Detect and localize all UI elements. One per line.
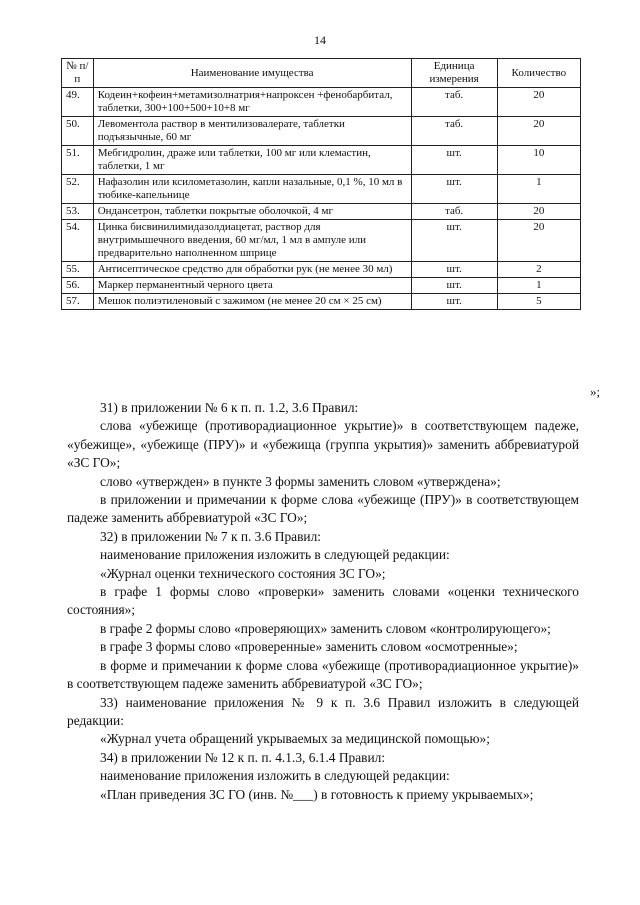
paragraph: «Журнал оценки технического состояния ЗС ГО»; [100,565,386,581]
row-quantity: 1 [497,175,580,204]
row-number: 57. [62,294,94,310]
row-number: 54. [62,220,94,262]
row-quantity: 20 [497,220,580,262]
row-quantity: 20 [497,117,580,146]
row-quantity: 20 [497,204,580,220]
table-row [62,88,581,117]
row-name: Левоментола раствор в ментилизовалерате, таблетки подъязычные, 60 мг [93,117,411,146]
row-name: Мебгидролин, драже или таблетки, 100 мг или клемастин, таблетки, 1 мг [93,146,411,175]
row-quantity: 1 [497,278,580,294]
header-num: № п/п [62,59,94,88]
row-number: 56. [62,278,94,294]
paragraph: слова «убежище (противорадиационное укрытие)» в соответствующем падеже, «убежище», «убежище (ПРУ)» и «убежища (группа укрытия)» заменить аббревиатурой «ЗС ГО»; [67,418,579,471]
header-qty: Количество [497,59,580,88]
header-name: Наименование имущества [93,59,411,88]
row-name: Маркер перманентный черного цвета [93,278,411,294]
row-unit: таб. [411,204,497,220]
row-unit: шт. [411,175,497,204]
paragraph: 31) в приложении № 6 к п. п. 1.2, 3.6 Правил: [100,400,359,415]
table-row [62,117,581,146]
row-unit: шт. [411,146,497,175]
table-row [62,220,581,262]
paragraph: в форме и примечании к форме слова «убежище (противорадиационное укрытие)» в соответствующем падеже заменить аббревиатурой «ЗС ГО»; [67,657,579,692]
row-name: Нафазолин или ксилометазолин, капли назальные, 0,1 %, 10 мл в тюбике-капельнице [93,175,411,204]
table-row [62,294,581,310]
paragraph: 33) наименование приложения № 9 к п. 3.6 Правил изложить в следующей редакции: [67,694,579,728]
page-number: 14 [314,33,326,47]
paragraph: наименование приложения изложить в следующей редакции: [100,547,450,563]
row-number: 49. [62,88,94,117]
paragraph: «Журнал учета обращений укрываемых за медицинской помощью»; [100,731,490,747]
paragraph: 32) в приложении № 7 к п. 3.6 Правил: [100,528,321,544]
paragraph: «План приведения ЗС ГО (инв. №___) в готовность к приему укрываемых»; [100,786,534,802]
row-name: Цинка бисвинилимидазолдиацетат, раствор для внутримышечного введения, 60 мг/мл, 1 мл в ампуле или предварительно наполненном шприце [93,220,411,262]
row-quantity: 10 [497,146,580,175]
row-name: Антисептическое средство для обработки рук (не менее 30 мл) [93,262,411,278]
table-row [62,262,581,278]
table-row [62,146,581,175]
row-unit: шт. [411,262,497,278]
row-unit: таб. [411,117,497,146]
header-unit: Единица измерения [411,59,497,88]
row-number: 53. [62,204,94,220]
paragraph: в графе 1 формы слово «проверки» заменить словами «оценки технического состояния»; [67,584,579,618]
table-body [62,88,581,310]
paragraph: 34) в приложении № 12 к п. п. 4.1.3, 6.1.4 Правил: [100,749,386,765]
table-row [62,204,581,220]
table-row [62,278,581,294]
row-name: Мешок полиэтиленовый с зажимом (не менее 20 см × 25 см) [93,294,411,310]
row-unit: шт. [411,220,497,262]
row-unit: таб. [411,88,497,117]
row-number: 52. [62,175,94,204]
row-unit: шт. [411,294,497,310]
paragraph: в графе 2 формы слово «проверяющих» заменить словом «контролирующего»; [100,620,551,636]
row-number: 51. [62,146,94,175]
property-table [61,58,581,310]
row-name: Ондансетрон, таблетки покрытые оболочкой, 4 мг [93,204,411,220]
amendments-text [67,399,579,804]
row-quantity: 5 [497,294,580,310]
paragraph: в приложении и примечании к форме слова «убежище (ПРУ)» в соответствующем падеже заменить аббревиатурой «ЗС ГО»; [67,492,579,526]
row-number: 50. [62,117,94,146]
closing-quote: »; [590,384,601,399]
row-number: 55. [62,262,94,278]
row-quantity: 20 [497,88,580,117]
row-name: Кодеин+кофеин+метамизолнатрия+напроксен +фенобарбитал, таблетки, 300+100+500+10+8 мг [93,88,411,117]
row-quantity: 2 [497,262,580,278]
paragraph: в графе 3 формы слово «проверенные» заменить словом «осмотренные»; [100,639,518,655]
table-row [62,175,581,204]
table-header-row [62,59,581,88]
row-unit: шт. [411,278,497,294]
paragraph: слово «утвержден» в пункте 3 формы заменить словом «утверждена»; [100,473,501,489]
paragraph: наименование приложения изложить в следующей редакции: [100,768,450,784]
